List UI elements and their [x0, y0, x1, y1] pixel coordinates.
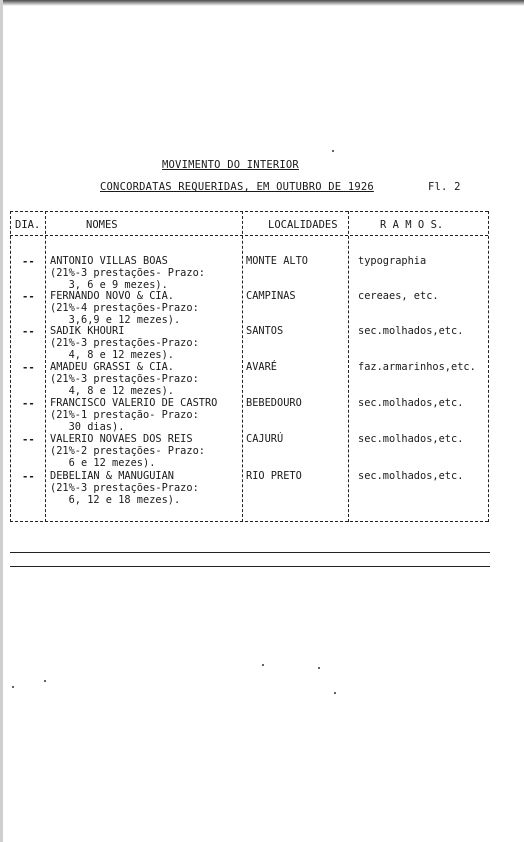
scan-speck	[318, 667, 320, 669]
row-terms: (21%-4 prestações-Prazo: 3,6,9 e 12 mezes).	[50, 302, 199, 326]
row-locality: AVARÉ	[246, 361, 277, 373]
row-name: VALERIO NOVAES DOS REIS	[50, 433, 193, 445]
row-trade: sec.molhados,etc.	[358, 325, 464, 337]
column-divider-dia	[45, 211, 46, 522]
row-trade: cereaes, etc.	[358, 290, 439, 302]
column-header-dia: DIA.	[15, 219, 41, 231]
scan-speck	[262, 664, 264, 666]
scan-left-edge	[0, 0, 3, 842]
row-locality: CAJURÚ	[246, 433, 284, 445]
scan-top-edge	[0, 0, 524, 6]
row-day: --	[22, 326, 35, 338]
row-locality: MONTE ALTO	[246, 255, 308, 267]
row-day: --	[22, 398, 35, 410]
row-locality: RIO PRETO	[246, 470, 302, 482]
folio-number: Fl. 2	[428, 181, 461, 193]
column-header-ramos: R A M O S.	[380, 219, 444, 231]
row-day: --	[22, 471, 35, 483]
row-name: SADIK KHOURI	[50, 325, 125, 337]
scan-speck	[12, 686, 14, 688]
row-terms: (21%-2 prestações- Prazo: 6 e 12 mezes).	[50, 445, 205, 469]
row-name: AMADEU GRASSI & CIA.	[50, 361, 174, 373]
row-day: --	[22, 256, 35, 268]
row-terms: (21%-3 prestações-Prazo: 6, 12 e 18 mezes).	[50, 482, 199, 506]
document-title: MOVIMENTO DO INTERIOR	[162, 159, 299, 171]
row-day: --	[22, 291, 35, 303]
table-top-border	[10, 211, 488, 212]
row-name: FRANCISCO VALERIO DE CASTRO	[50, 397, 218, 409]
table-header-border	[10, 235, 488, 236]
row-trade: sec.molhados,etc.	[358, 470, 464, 482]
row-trade: typographia	[358, 255, 427, 267]
table-bottom-border	[10, 521, 488, 522]
row-day: --	[22, 362, 35, 374]
document-subtitle: CONCORDATAS REQUERIDAS, EM OUTUBRO DE 1926	[100, 181, 374, 193]
row-terms: (21%-3 prestações-Prazo: 4, 8 e 12 mezes).	[50, 337, 199, 361]
row-name: ANTONIO VILLAS BOAS	[50, 255, 168, 267]
row-terms: (21%-1 prestação- Prazo: 30 dias).	[50, 409, 199, 433]
closing-rule-top	[10, 552, 490, 553]
scan-speck	[334, 692, 336, 694]
row-terms: (21%-3 prestações- Prazo: 3, 6 e 9 mezes).	[50, 267, 205, 291]
row-locality: BEBEDOURO	[246, 397, 302, 409]
row-trade: sec.molhados,etc.	[358, 433, 464, 445]
column-header-localidades: LOCALIDADES	[268, 219, 338, 231]
scan-speck	[44, 680, 46, 682]
row-trade: faz.armarinhos,etc.	[358, 361, 476, 373]
row-locality: SANTOS	[246, 325, 284, 337]
column-header-nomes: NOMES	[86, 219, 118, 231]
table-left-border	[10, 211, 11, 522]
closing-rule-bottom	[10, 566, 490, 567]
row-locality: CAMPINAS	[246, 290, 296, 302]
column-divider-nomes	[242, 211, 243, 522]
row-trade: sec.molhados,etc.	[358, 397, 464, 409]
row-day: --	[22, 434, 35, 446]
scan-speck	[332, 150, 334, 152]
column-divider-localidades	[348, 211, 349, 522]
row-name: FERNANDO NOVO & CIA.	[50, 290, 174, 302]
row-name: DEBELIAN & MANUGUIAN	[50, 470, 174, 482]
row-terms: (21%-3 prestações-Prazo: 4, 8 e 12 mezes).	[50, 373, 199, 397]
table-right-border	[488, 211, 489, 522]
